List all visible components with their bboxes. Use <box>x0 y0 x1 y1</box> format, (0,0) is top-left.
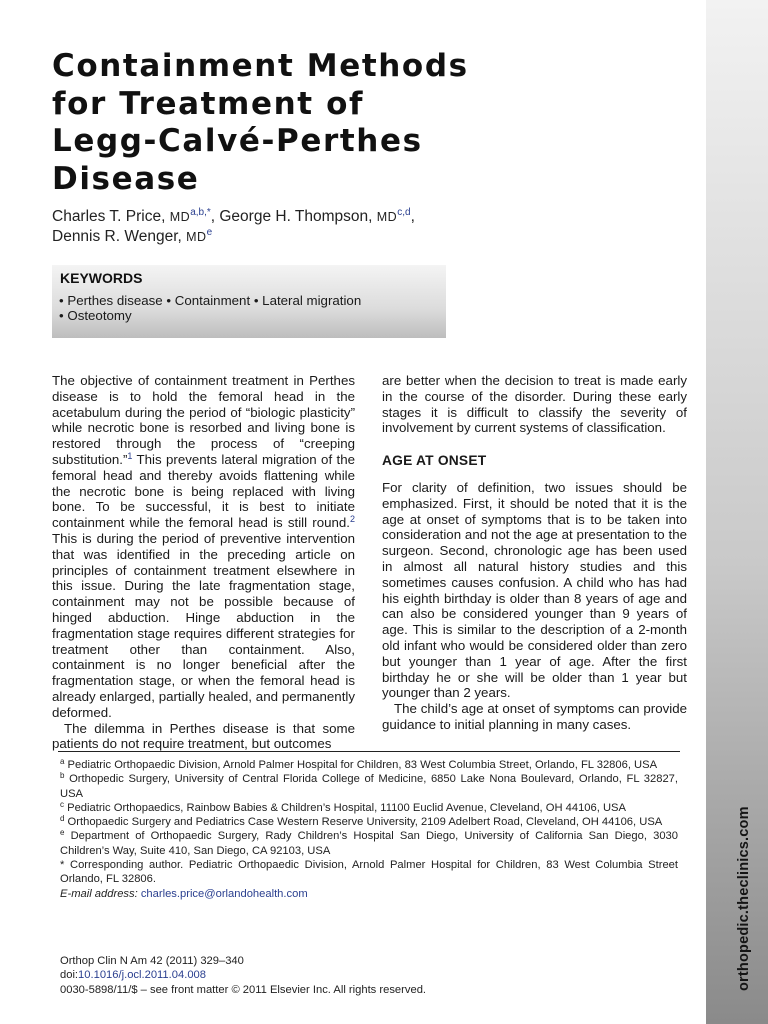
author-3-degree: MD <box>186 230 207 244</box>
author-3-name: Dennis R. Wenger, <box>52 228 187 245</box>
body-paragraph: The child’s age at onset of symptoms can provide guidance to initial planning in many cases. <box>382 701 687 732</box>
footnote-divider <box>58 751 680 752</box>
footnote-e <box>60 829 678 858</box>
keywords-heading: KEYWORDS <box>60 270 143 286</box>
keywords-line-1: • Perthes disease • Containment • Lateral migration <box>59 293 362 308</box>
body-text: This prevents lateral migration of the femoral head and thereby avoids flattening while the necrotic bone is being replaced with living bone. To be successful, it is best to initiate containment while the femoral head is still round. <box>52 451 355 531</box>
section-heading: AGE AT ONSET <box>382 453 487 469</box>
footnote-mark: c <box>60 799 64 809</box>
body-paragraph <box>52 373 355 721</box>
author-1-degree: MD <box>169 210 191 224</box>
author-3-affiliation-marks[interactable]: e <box>206 227 213 238</box>
footnote-a <box>60 758 678 772</box>
title-line-3: Legg-Calvé-Perthes <box>52 123 423 159</box>
journal-citation: Orthop Clin N Am 42 (2011) 329–340 <box>60 955 244 967</box>
author-separator: , <box>410 208 415 225</box>
affiliation-footnotes <box>60 758 678 901</box>
title-line-4: Disease <box>52 160 200 197</box>
footnote-mark: e <box>60 828 65 838</box>
footnote-text: Pediatric Orthopaedic Division, Arnold Palmer Hospital for Children, 83 West Columbia Street, Orlando, FL 32806, USA <box>64 759 658 771</box>
email-line <box>60 887 678 901</box>
author-list <box>52 207 612 247</box>
journal-url[interactable]: orthopedic.theclinics.com <box>736 806 752 991</box>
footnote-b <box>60 772 678 801</box>
author-1-name: Charles T. Price, <box>52 208 170 225</box>
doi-line <box>60 968 660 982</box>
article-title <box>52 48 572 198</box>
body-column-left <box>52 373 355 752</box>
title-line-1: Containment Methods <box>52 48 469 84</box>
footnote-text: Department of Orthopaedic Surgery, Rady Children’s Hospital San Diego, University of California San Diego, 3030 Children’s Way, Suite 410, San Diego, CA 92103, USA <box>60 830 678 857</box>
author-2-name: , George H. Thompson, <box>210 208 377 225</box>
keywords-box <box>52 265 446 338</box>
footnote-mark: a <box>60 757 65 766</box>
body-text: The objective of containment treatment in Perthes disease is to hold the femoral head in the acetabulum during the period of “biologic plasticity” while necrotic bone is resorbed and living bone is restored through the process of “creeping substitution.” <box>52 373 355 467</box>
title-line-2: for Treatment of <box>52 85 365 122</box>
body-paragraph: The dilemma in Perthes disease is that some patients do not require treatment, but outcomes <box>52 720 355 752</box>
email-label: E-mail address: <box>60 887 141 900</box>
author-2-degree: MD <box>376 210 398 224</box>
doi-link[interactable]: 10.1016/j.ocl.2011.04.008 <box>78 969 206 982</box>
author-1-affiliation-marks[interactable]: a,b,* <box>190 207 211 218</box>
reference-link[interactable]: 1 <box>127 450 133 461</box>
footnote-c <box>60 801 678 815</box>
citation-block <box>60 954 660 997</box>
keywords-line-2: • Osteotomy <box>59 308 132 323</box>
footnote-mark: d <box>60 814 65 824</box>
body-text: This is during the period of preventive intervention that was identified in the preceding article on principles of containment treatment elsewhere in this issue. During the late fragmentation stage, containment may not be possible because of hinged abduction. Hinge abduction in the fragmentation stage requires different strategies for treatment other than containment. Also, containment is no longer beneficial after the fragmentation stage, or when the femoral head is already enlarged, partially healed, and permanently deformed. <box>52 530 355 720</box>
body-paragraph: are better when the decision to treat is made early in the course of the disorder. During these early stages it is difficult to classify the severity of involvement by current systems of classification. <box>382 373 687 436</box>
reference-link[interactable]: 2 <box>349 514 355 525</box>
footnote-d <box>60 815 678 829</box>
footnote-text: Orthopaedic Surgery and Pediatrics Case Western Reserve University, 2109 Adelbert Road, Cleveland, OH 44106, USA <box>64 816 663 829</box>
body-column-right <box>382 373 687 733</box>
doi-label: doi: <box>60 969 79 982</box>
body-paragraph: For clarity of definition, two issues should be emphasized. First, it should be noted that it is the age at onset of symptoms that is to be taken into consideration and not the age at presentation to the surgeon. Second, chronologic age has been used in almost all natural history studies and this sometimes causes confusion. A child who has had his eighth birthday is older than 8 years of age and can also be considered younger than 9 years of age. This is similar to the description of a 2-month old infant who would be considered older than zero but younger than 1 year of age. After the first birthday he or she will be older than 1 year but younger than 2 years. <box>382 479 687 701</box>
footnote-text: Pediatric Orthopaedics, Rainbow Babies & Children’s Hospital, 11100 Euclid Avenue, Cleveland, OH 44106, USA <box>64 801 626 814</box>
footnote-text: Orthopedic Surgery, University of Central Florida College of Medicine, 6850 Lake Nona Boulevard, Orlando, FL 32827, USA <box>60 773 678 800</box>
email-link[interactable]: charles.price@orlandohealth.com <box>140 887 308 900</box>
copyright-line: 0030-5898/11/$ – see front matter © 2011 Elsevier Inc. All rights reserved. <box>60 983 427 996</box>
corresponding-author-note: * Corresponding author. Pediatric Orthopaedic Division, Arnold Palmer Hospital for Children, 83 West Columbia Street Orlando, FL 32806. <box>60 859 678 886</box>
footnote-mark: b <box>60 771 65 781</box>
author-2-affiliation-marks[interactable]: c,d <box>397 207 411 218</box>
